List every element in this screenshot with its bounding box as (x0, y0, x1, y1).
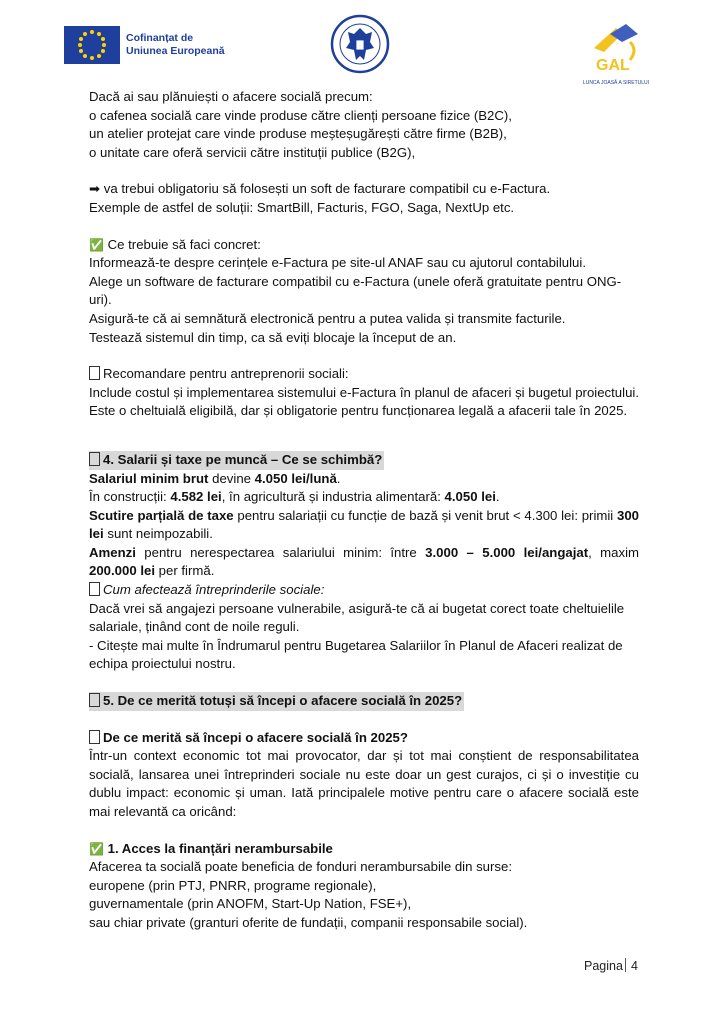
construction-wage-line: În construcții: 4.582 lei, în agricultură și industria alimentară: 4.050 lei. (89, 489, 500, 505)
svg-text:GAL: GAL (596, 57, 630, 74)
section5-subheading-text: De ce merită să începi o afacere socială în 2025? (103, 729, 408, 745)
software-examples: Exemple de astfel de soluții: SmartBill, Facturis, FGO, Saga, NextUp etc. (89, 199, 515, 215)
arrow-right-icon: ➡ (89, 181, 101, 197)
funding-line: sau chiar private (granturi oferite de fundații, companii responsabile social). (89, 914, 528, 930)
impact-title-text: Cum afectează întreprinderile sociale: (103, 582, 325, 598)
todo-item: Alege un software de facturare compatibil cu e-Factura (unele oferă gratuitate pentru ONG-uri). (89, 273, 622, 308)
funding-line: Afacerea ta socială poate beneficia de fonduri nerambursabile din surse: (89, 859, 512, 875)
funding-line: guvernamentale (prin ANOFM, Start-Up Nation, FSE+), (89, 896, 412, 912)
point1-title (89, 840, 639, 859)
section5-intro: Într-un context economic tot mai provocator, dar și tot mai conștient de responsabilitatea socială, lansarea unei întreprinderi sociale nu este doar un gest curajos, ci și o investiție cu dublu impact: economic și uman. Iată principalele motive pentru care o afacere socială este mai relevantă ca oricând: (89, 748, 639, 819)
page-label: Pagina (584, 959, 623, 973)
gal-tagline: LUNCA JOASĂ A SIRETULUI (582, 80, 650, 86)
eu-flag-icon (64, 26, 120, 64)
missing-glyph-icon (89, 730, 100, 744)
missing-glyph-icon (89, 582, 100, 596)
intro-line: Dacă ai sau plănuiești o afacere socială precum: (89, 89, 373, 104)
recommendation-title-text: Recomandare pentru antreprenorii sociali: (103, 366, 349, 382)
gal-logo (586, 20, 646, 80)
check-mark-icon: ✅ (89, 841, 104, 856)
intro-line: un atelier protejat care vinde produse meșteșugărești către firme (B2B), (89, 126, 507, 142)
efactura-requirement-text: va trebui obligatoriu să folosești un soft de facturare compatibil cu e-Factura. (103, 181, 551, 197)
recommendation-title (89, 365, 639, 384)
intro-line: o cafenea socială care vinde produse către clienți persoane fizice (B2C), (89, 107, 512, 123)
todo-item: Asigură-te că ai semnătură electronică pentru a putea valida și transmite facturile. (89, 310, 566, 326)
impact-title (89, 581, 639, 600)
point1-title-text: 1. Acces la finanțări nerambursabile (107, 840, 333, 856)
eu-logo-line1: Cofinanțat de (126, 32, 194, 44)
fines-line: Amenzi pentru nerespectarea salariului minim: între 3.000 – 5.000 lei/angajat, maxim 200.000 lei per firmă. (89, 544, 640, 579)
section4-heading (89, 451, 639, 470)
todo-title (89, 236, 639, 255)
missing-glyph-icon (89, 366, 100, 380)
read-more-text: - Citește mai multe în Îndrumarul pentru Bugetarea Salariilor în Planul de Afaceri realizat de echipa proiectului nostru. (89, 637, 623, 672)
missing-glyph-icon (89, 693, 100, 707)
section5-heading (89, 692, 639, 711)
romanian-government-seal-icon (330, 14, 390, 74)
section5-heading-text: 5. De ce merită totuși să începi o afacere socială în 2025? (103, 693, 463, 709)
recommendation-text: Include costul și implementarea sistemului e-Factura în planul de afaceri și bugetul proiectului. Este o cheltuială eligibilă, dar și obligatorie pentru funcționarea legală a afacerii tale în 2025. (89, 384, 639, 419)
document-body (89, 88, 639, 933)
tax-exemption-line: Scutire parțială de taxe pentru salariații cu funcție de bază și venit brut < 4.300 lei: primii 300 lei sunt neimpozabili. (89, 507, 639, 542)
eu-logo-text (126, 32, 225, 58)
intro-line: o unitate care oferă servicii către instituții publice (B2G), (89, 144, 416, 160)
min-wage-line: Salariul minim brut devine 4.050 lei/lună. (89, 470, 341, 486)
section4-heading-text: 4. Salarii și taxe pe muncă – Ce se schimbă? (103, 451, 383, 467)
impact-text: Dacă vrei să angajezi persoane vulnerabile, asigură-te că ai bugetat corect toate cheltuielile salariale, ținând cont de noile reguli. (89, 600, 625, 635)
eu-cofinancing-logo (64, 26, 225, 64)
funding-line: europene (prin PTJ, PNRR, programe regionale), (89, 877, 377, 893)
check-mark-icon: ✅ (89, 237, 104, 252)
missing-glyph-icon (89, 452, 100, 466)
page-number: 4 (630, 959, 638, 973)
todo-item: Testează sistemul din timp, ca să eviți blocaje la început de an. (89, 329, 457, 345)
todo-title-text: Ce trebuie să faci concret: (107, 236, 261, 252)
efactura-requirement (89, 180, 639, 199)
page-header (0, 14, 724, 86)
section5-subheading (89, 729, 639, 748)
eu-logo-line2: Uniunea Europeană (126, 45, 225, 57)
todo-item: Informează-te despre cerințele e-Factura pe site-ul ANAF sau cu ajutorul contabilului. (89, 255, 586, 271)
page-footer (584, 958, 638, 973)
footer-separator (625, 958, 626, 972)
